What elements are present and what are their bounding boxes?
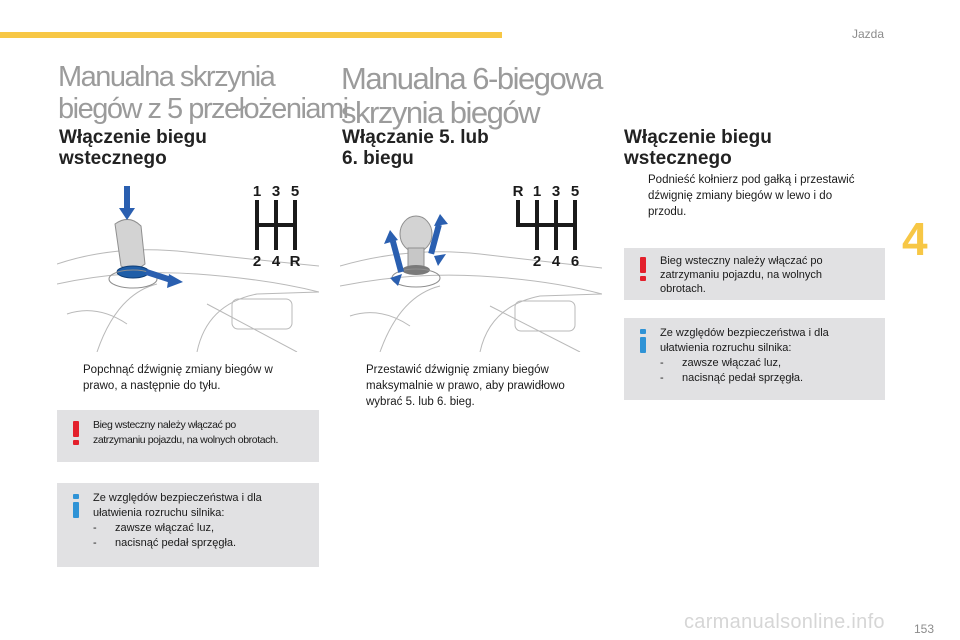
col1-gear-bottom-3: R <box>289 253 301 270</box>
col1-info-item-1-text: zawsze włączać luz, <box>115 522 215 534</box>
col1-gear-top-1: 1 <box>252 183 262 200</box>
dash-marker: - <box>660 357 664 369</box>
col1-title <box>58 62 348 126</box>
col2-gear-top-3: 3 <box>551 183 561 200</box>
col2-gear-bottom-3: 6 <box>570 253 580 270</box>
warning-icon <box>636 256 650 282</box>
header-accent-bar <box>0 32 502 38</box>
col1-warning-box <box>57 410 319 462</box>
col1-info-line-2: ułatwienia rozruchu silnika: <box>93 507 225 519</box>
col3-subtitle-line-1: Włączenie biegu <box>624 127 772 148</box>
col2-gear-top-2: 1 <box>532 183 542 200</box>
col3-warning-line-1: Bieg wsteczny należy włączać po <box>660 255 823 267</box>
col3-info-box <box>624 318 885 400</box>
col2-title-line-2: skrzynia biegów <box>341 95 540 131</box>
col1-subtitle-line-2: wstecznego <box>59 147 167 169</box>
col2-gear-top-4: 5 <box>570 183 580 200</box>
col2-title-line-1: Manualna 6-biegowa <box>341 61 602 96</box>
col1-title-line-1: Manualna skrzynia <box>58 61 275 93</box>
col1-info-box <box>57 483 319 567</box>
col1-gear-bottom-2: 4 <box>271 253 281 270</box>
col3-info-line-1: Ze względów bezpieczeństwa i dla <box>660 327 829 339</box>
col3-instruction-line-1: Podnieść kołnierz pod gałką i przestawić <box>648 174 855 186</box>
col3-subtitle-line-2: wstecznego <box>624 147 732 169</box>
col3-info-line-2: ułatwienia rozruchu silnika: <box>660 342 792 354</box>
col2-instruction-line-3: wybrać 5. lub 6. bieg. <box>366 396 475 408</box>
col1-instruction-line-2: prawo, a następnie do tyłu. <box>83 380 221 392</box>
col1-gear-top-3: 5 <box>290 183 300 200</box>
col3-instruction-line-3: przodu. <box>648 206 687 218</box>
dash-marker: - <box>93 537 97 549</box>
warning-icon <box>69 420 83 446</box>
col1-warning-line-1: Bieg wsteczny należy włączać po <box>93 419 236 431</box>
page-number: 153 <box>913 622 934 636</box>
col2-subtitle <box>342 128 489 169</box>
col3-instruction <box>624 172 886 220</box>
section-label: Jazda <box>851 27 884 41</box>
col2-title <box>341 62 602 130</box>
col3-warning-line-3: obrotach. <box>660 283 706 295</box>
col3-subtitle <box>624 128 772 169</box>
col2-gearshift-drawing <box>340 174 602 352</box>
col1-info-line-1: Ze względów bezpieczeństwa i dla <box>93 492 262 504</box>
col3-warning-line-2: zatrzymaniu pojazdu, na wolnych <box>660 269 823 281</box>
col3-info-item-2 <box>660 371 877 386</box>
col2-instruction-line-2: maksymalnie w prawo, aby prawidłowo <box>366 380 565 392</box>
col2-instruction <box>342 362 602 410</box>
dash-marker: - <box>660 372 664 384</box>
col1-subtitle <box>59 128 207 169</box>
info-icon <box>636 328 650 354</box>
col2-gearshift-illustration <box>340 174 602 352</box>
col1-gear-top-2: 3 <box>271 183 281 200</box>
col1-subtitle-line-1: Włączenie biegu <box>59 127 207 148</box>
col2-gear-top-1: R <box>512 183 524 200</box>
col2-subtitle-line-2: 6. biegu <box>342 147 414 169</box>
chapter-number: 4 <box>902 213 928 265</box>
col1-gearshift-illustration <box>57 174 319 352</box>
col3-info-item-1 <box>660 356 877 371</box>
col1-info-item-2-text: nacisnąć pedał sprzęgła. <box>115 537 237 549</box>
col2-gear-bottom-1: 2 <box>532 253 542 270</box>
watermark: carmanualsonline.info <box>684 611 885 633</box>
col2-instruction-line-1: Przestawić dźwignię zmiany biegów <box>366 364 549 376</box>
col2-subtitle-line-1: Włączanie 5. lub <box>342 127 489 148</box>
col1-instruction <box>59 362 319 394</box>
col1-title-line-2: biegów z 5 przełożeniami <box>58 92 348 125</box>
col1-instruction-line-1: Popchnąć dźwignię zmiany biegów w <box>83 364 273 376</box>
col1-info-item-1 <box>93 521 311 536</box>
dash-marker: - <box>93 522 97 534</box>
col2-gear-bottom-2: 4 <box>551 253 561 270</box>
col1-gear-bottom-1: 2 <box>252 253 262 270</box>
col3-info-item-2-text: nacisnąć pedał sprzęgła. <box>682 372 804 384</box>
col1-gearshift-drawing <box>57 174 319 352</box>
col1-info-item-2 <box>93 536 311 551</box>
col1-warning-line-2: zatrzymaniu pojazdu, na wolnych obrotach. <box>93 434 278 446</box>
col3-instruction-line-2: dźwignię zmiany biegów w lewo i do <box>648 190 833 202</box>
info-icon <box>69 493 83 519</box>
col3-warning-box <box>624 248 885 300</box>
col3-info-item-1-text: zawsze włączać luz, <box>682 357 782 369</box>
